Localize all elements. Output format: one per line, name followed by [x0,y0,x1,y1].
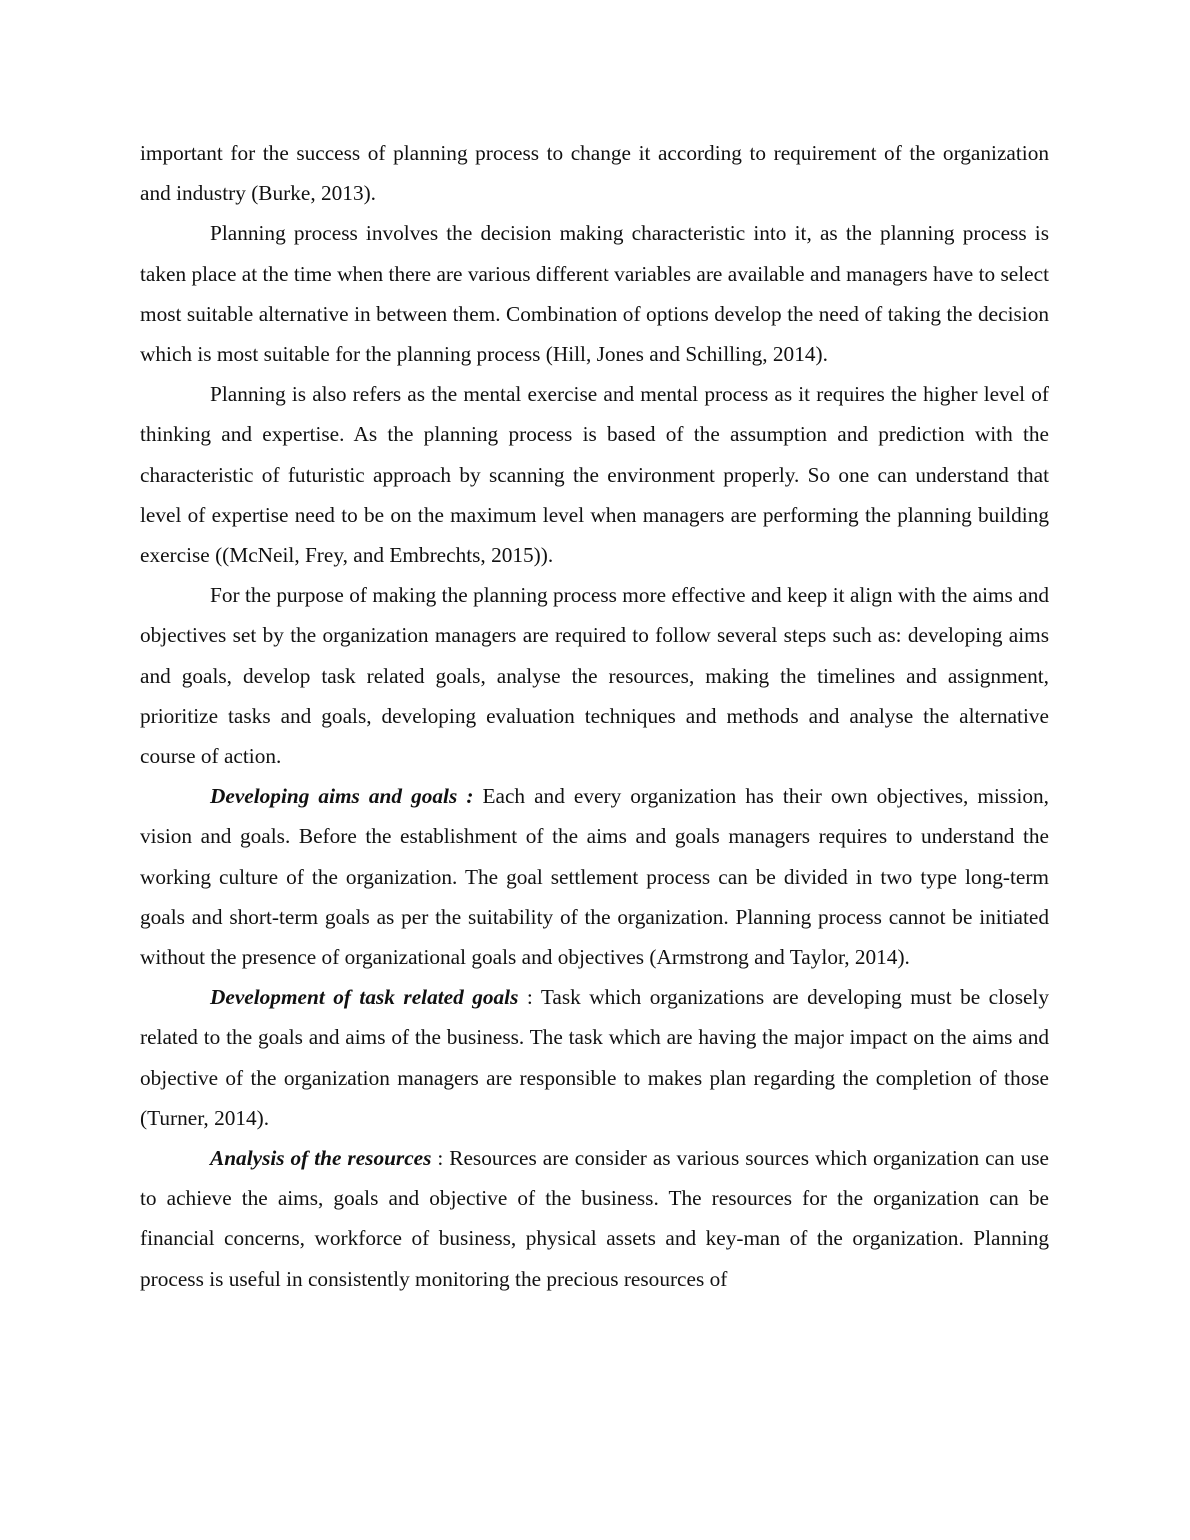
paragraph-2-text: Planning process involves the decision making characteristic into it, as the planning process is taken place at the time when there are various different variables are available and managers have to select most suitable alternative in between them. Combination of options develop the need of taking the decision which is most suitable for the planning process (Hill, Jones and Schilling, 2014). [140,221,1049,367]
paragraph-task-goals-text: : Task which organizations are developing must be closely related to the goals and aims of the business. The task which are having the major impact on the aims and objective of the organization managers are responsible to makes plan regarding the completion of those (Turner, 2014). [140,985,1049,1130]
paragraph-aims-goals [140,776,1049,977]
paragraph-resources-text: : Resources are consider as various sources which organization can use to achieve the aims, goals and objective of the business. The resources for the organization can be financial concerns, workforce of business, physical assets and key-man of the organization. Planning process is useful in consistently monitoring the precious resources of [140,1146,1049,1291]
paragraph-aims-goals-text: Each and every organization has their own objectives, mission, vision and goals. Before the establishment of the aims and goals managers requires to understand the working culture of the organization. The goal settlement process can be divided in two type long-term goals and short-term goals as per the suitability of the organization. Planning process cannot be initiated without the presence of organizational goals and objectives (Armstrong and Taylor, 2014). [140,784,1050,970]
paragraph-task-goals [140,977,1049,1138]
paragraph-resources [140,1138,1049,1299]
paragraph-4-text: For the purpose of making the planning process more effective and keep it align with the aims and objectives set by the organization managers are required to follow several steps such as: developing aims and goals, develop task related goals, analyse the resources, making the timelines and assignment, prioritize tasks and goals, developing evaluation techniques and methods and analyse the alternative course of action. [140,583,1049,769]
heading-task-related-goals: Development of task related goals [210,985,519,1010]
paragraph-3-text: Planning is also refers as the mental exercise and mental process as it requires the higher level of thinking and expertise. As the planning process is based of the assumption and prediction with the characteristic of futuristic approach by scanning the environment properly. So one can understand that level of expertise need to be on the maximum level when managers are performing the planning building exercise ((McNeil, Frey, and Embrechts, 2015)). [140,382,1049,568]
document-page [140,133,1049,1299]
paragraph-1 [140,133,1049,213]
heading-developing-aims-goals: Developing aims and goals : [210,784,474,809]
paragraph-3 [140,374,1049,575]
paragraph-4 [140,575,1049,776]
paragraph-1-text: important for the success of planning process to change it according to requirement of the organization and industry (Burke, 2013). [140,141,1049,206]
paragraph-2 [140,213,1049,374]
heading-analysis-resources: Analysis of the resources [210,1146,432,1171]
